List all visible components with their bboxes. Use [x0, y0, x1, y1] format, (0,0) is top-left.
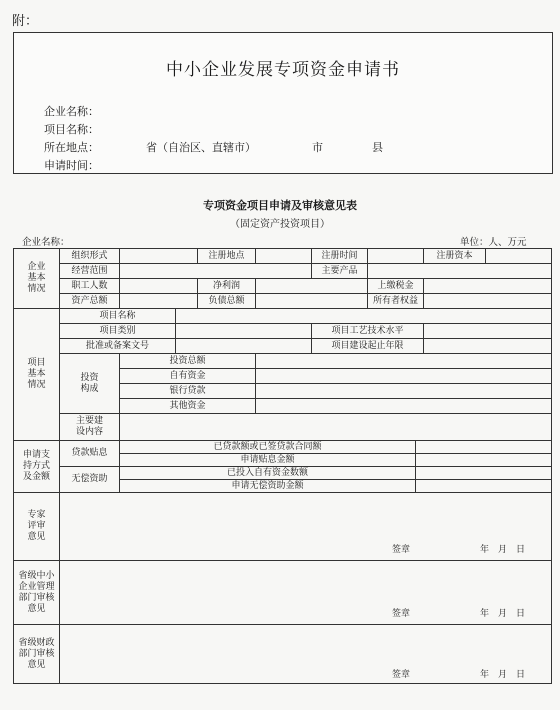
- main-content-value[interactable]: [120, 414, 552, 441]
- main-products-label: 主要产品: [312, 264, 368, 279]
- other-funds-label: 其他资金: [120, 399, 256, 414]
- construction-period-value[interactable]: [424, 339, 552, 354]
- location-field: 所在地点：: [44, 141, 99, 154]
- tech-level-value[interactable]: [424, 324, 552, 339]
- reg-capital-label: 注册资本: [424, 249, 486, 264]
- sme-date-label: 年 月 日: [480, 609, 526, 619]
- owner-equity-value[interactable]: [424, 294, 552, 309]
- cover-box: [13, 32, 553, 174]
- provincial-sme-opinion-area[interactable]: [60, 561, 552, 625]
- sme-sign-label: 签章: [392, 609, 411, 619]
- apply-time-field: 申请时间：: [44, 159, 99, 172]
- approval-no-value[interactable]: [176, 339, 312, 354]
- net-profit-value[interactable]: [256, 279, 368, 294]
- form-subtitle: （固定资产投资项目）: [230, 219, 330, 230]
- grant-amount-label: 申请无偿资助金额: [120, 480, 416, 493]
- reg-time-value[interactable]: [368, 249, 424, 264]
- employees-label: 职工人数: [60, 279, 120, 294]
- other-funds-value[interactable]: [256, 399, 552, 414]
- project-info-section-label: 项目 基本 情况: [14, 309, 60, 441]
- own-funds-invested-value[interactable]: [416, 467, 552, 480]
- construction-period-label: 项目建设起止年限: [312, 339, 424, 354]
- form-company-name-label: 企业名称：: [22, 237, 70, 248]
- own-funds-label: 自有资金: [120, 369, 256, 384]
- total-liabilities-label: 负债总额: [198, 294, 256, 309]
- company-info-section-label: 企业 基本 情况: [14, 249, 60, 309]
- reg-time-label: 注册时间: [312, 249, 368, 264]
- project-category-value[interactable]: [176, 324, 312, 339]
- expert-sign-label: 签章: [392, 545, 411, 555]
- location-city: 市: [312, 141, 323, 154]
- location-province: 省（自治区、直辖市）: [146, 141, 256, 154]
- reg-place-value[interactable]: [256, 249, 312, 264]
- owner-equity-label: 所有者权益: [368, 294, 424, 309]
- finance-sign-label: 签章: [392, 670, 411, 680]
- bank-loans-value[interactable]: [256, 384, 552, 399]
- attachment-label: 附：: [12, 14, 39, 29]
- employees-value[interactable]: [120, 279, 198, 294]
- total-assets-value[interactable]: [120, 294, 198, 309]
- provincial-sme-opinion-label: 省级中小 企业管理 部门审核 意见: [14, 561, 60, 625]
- grant-label: 无偿资助: [60, 467, 120, 493]
- cover-title: 中小企业发展专项资金申请书: [166, 60, 400, 80]
- unit-label: 单位：人、万元: [460, 237, 527, 248]
- tax-paid-value[interactable]: [424, 279, 552, 294]
- reg-place-label: 注册地点: [198, 249, 256, 264]
- investment-composition-label: 投资 构成: [60, 354, 120, 414]
- bank-loans-label: 银行贷款: [120, 384, 256, 399]
- project-name-label: 项目名称: [60, 309, 176, 324]
- org-form-value[interactable]: [120, 249, 198, 264]
- expert-opinion-area[interactable]: [60, 493, 552, 561]
- tax-paid-label: 上缴税金: [368, 279, 424, 294]
- total-investment-label: 投资总额: [120, 354, 256, 369]
- company-name-field: 企业名称：: [44, 105, 99, 118]
- expert-opinion-label: 专家 评审 意见: [14, 493, 60, 561]
- own-funds-value[interactable]: [256, 369, 552, 384]
- total-assets-label: 资产总额: [60, 294, 120, 309]
- provincial-finance-opinion-label: 省级财政 部门审核 意见: [14, 625, 60, 684]
- finance-date-label: 年 月 日: [480, 670, 526, 680]
- own-funds-invested-label: 已投入自有资金数额: [120, 467, 416, 480]
- tech-level-label: 项目工艺技术水平: [312, 324, 424, 339]
- business-scope-value[interactable]: [120, 264, 312, 279]
- grant-amount-value[interactable]: [416, 480, 552, 493]
- total-liabilities-value[interactable]: [256, 294, 368, 309]
- loan-amount-value[interactable]: [416, 441, 552, 454]
- project-name-field: 项目名称：: [44, 123, 99, 136]
- project-category-label: 项目类别: [60, 324, 176, 339]
- support-section-label: 申请支 持方式 及金额: [14, 441, 60, 493]
- net-profit-label: 净利润: [198, 279, 256, 294]
- total-investment-value[interactable]: [256, 354, 552, 369]
- main-content-label: 主要建 设内容: [60, 414, 120, 441]
- application-form-table: [13, 248, 552, 684]
- form-title: 专项资金项目申请及审核意见表: [203, 199, 357, 212]
- main-products-value[interactable]: [368, 264, 552, 279]
- expert-date-label: 年 月 日: [480, 545, 526, 555]
- business-scope-label: 经营范围: [60, 264, 120, 279]
- location-county: 县: [372, 141, 383, 154]
- loan-amount-label: 已贷款额或已签贷款合同额: [120, 441, 416, 454]
- loan-subsidy-label: 贷款贴息: [60, 441, 120, 467]
- subsidy-amount-value[interactable]: [416, 454, 552, 467]
- project-name-value[interactable]: [176, 309, 552, 324]
- approval-no-label: 批准或备案文号: [60, 339, 176, 354]
- reg-capital-value[interactable]: [486, 249, 552, 264]
- org-form-label: 组织形式: [60, 249, 120, 264]
- subsidy-amount-label: 申请贴息金额: [120, 454, 416, 467]
- provincial-finance-opinion-area[interactable]: [60, 625, 552, 684]
